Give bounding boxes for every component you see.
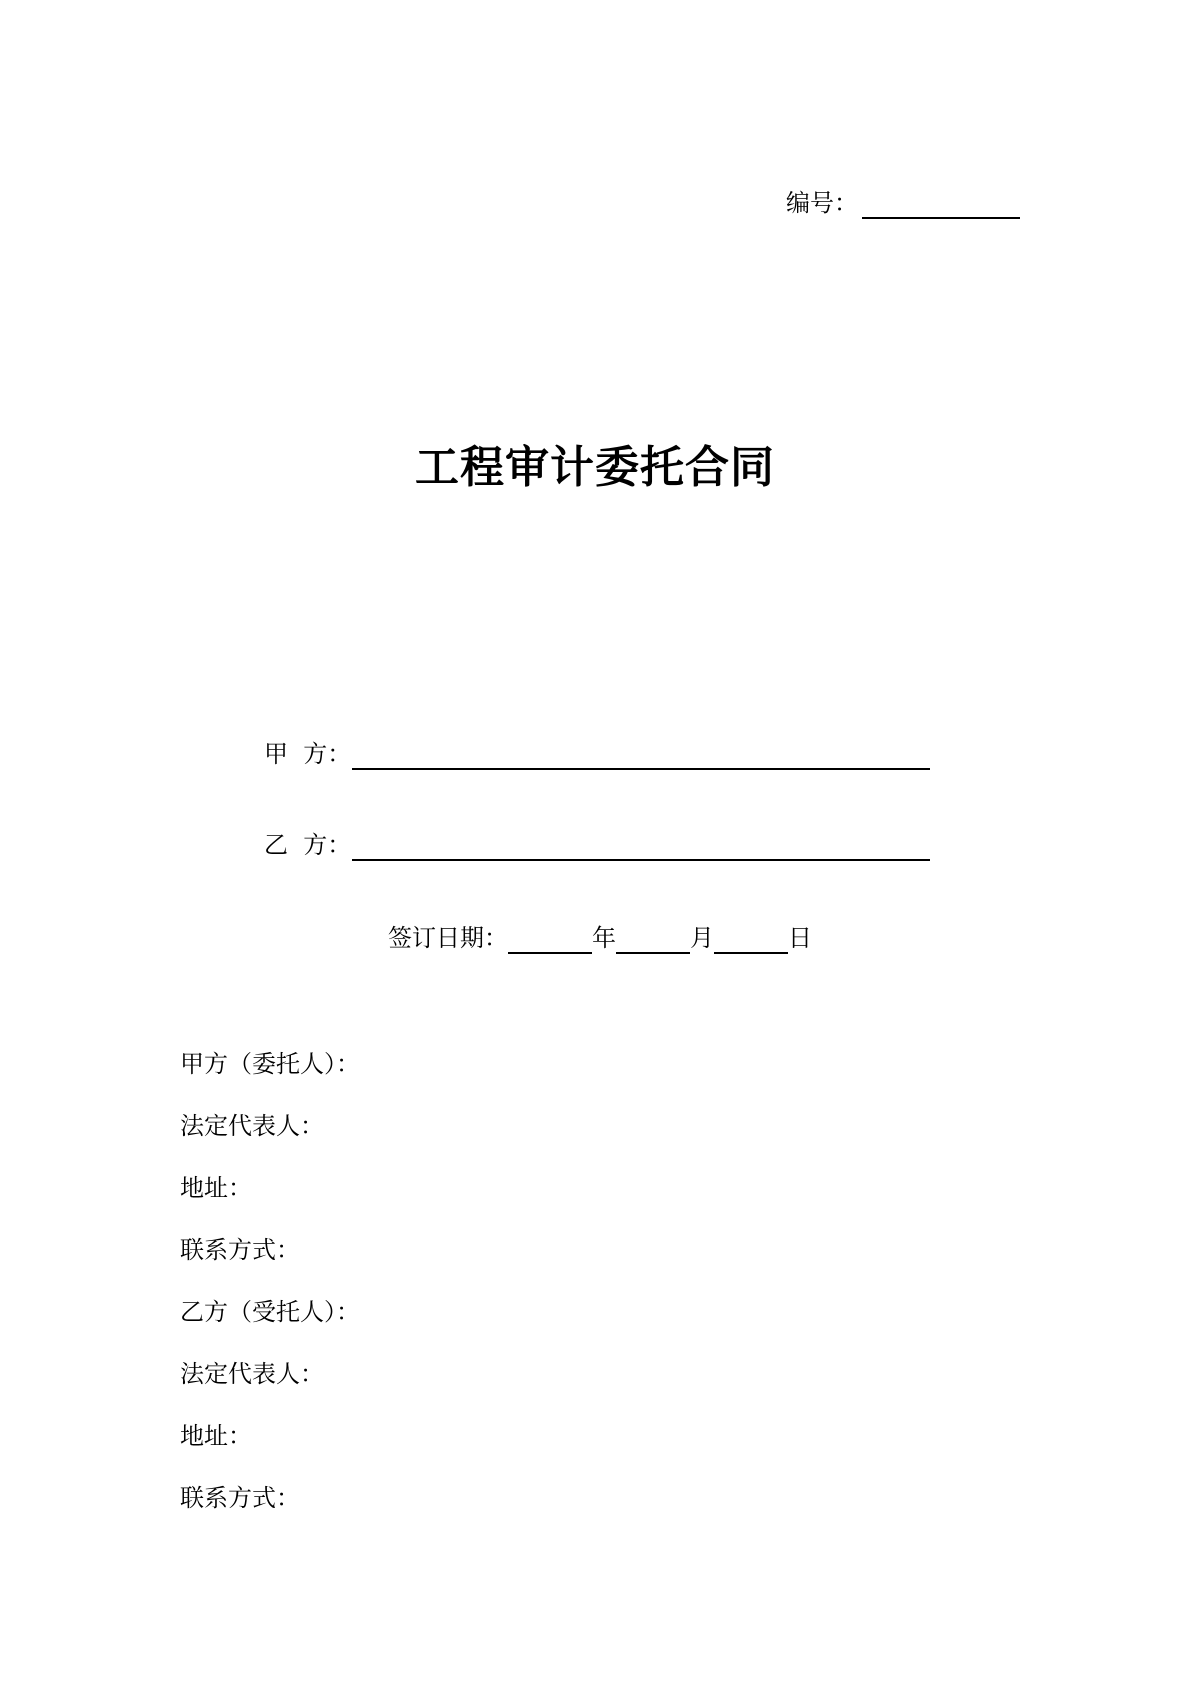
party-b-address-row: 地址：: [180, 1422, 252, 1450]
party-b-label: 乙 方：: [264, 831, 352, 859]
serial-number-field: [786, 187, 1020, 219]
sign-date-year-label: 年: [592, 924, 616, 952]
party-b-field: [264, 829, 930, 861]
sign-date-label: 签订日期：: [388, 924, 508, 952]
serial-number-blank[interactable]: [862, 189, 1020, 219]
document-title: 工程审计委托合同: [415, 442, 775, 493]
sign-date-year-blank[interactable]: [508, 924, 592, 954]
party-b-contact-row: 联系方式：: [180, 1484, 300, 1512]
party-a-contact-row: 联系方式：: [180, 1236, 300, 1264]
sign-date-month-blank[interactable]: [616, 924, 690, 954]
party-a-name-row: 甲方（委托人）：: [180, 1050, 360, 1078]
party-info-list: [180, 1048, 360, 1544]
sign-date-day-blank[interactable]: [714, 924, 788, 954]
party-a-field: [264, 738, 930, 770]
sign-date-month-label: 月: [690, 924, 714, 952]
party-a-blank[interactable]: [352, 738, 930, 770]
sign-date-field: [388, 922, 812, 954]
party-b-name-row: 乙方（受托人）：: [180, 1298, 360, 1326]
party-a-label: 甲 方：: [264, 740, 352, 768]
party-b-legal-rep-row: 法定代表人：: [180, 1360, 324, 1388]
sign-date-day-label: 日: [788, 924, 812, 952]
party-a-address-row: 地址：: [180, 1174, 252, 1202]
serial-number-label: 编号：: [786, 189, 858, 217]
party-b-blank[interactable]: [352, 829, 930, 861]
party-a-legal-rep-row: 法定代表人：: [180, 1112, 324, 1140]
